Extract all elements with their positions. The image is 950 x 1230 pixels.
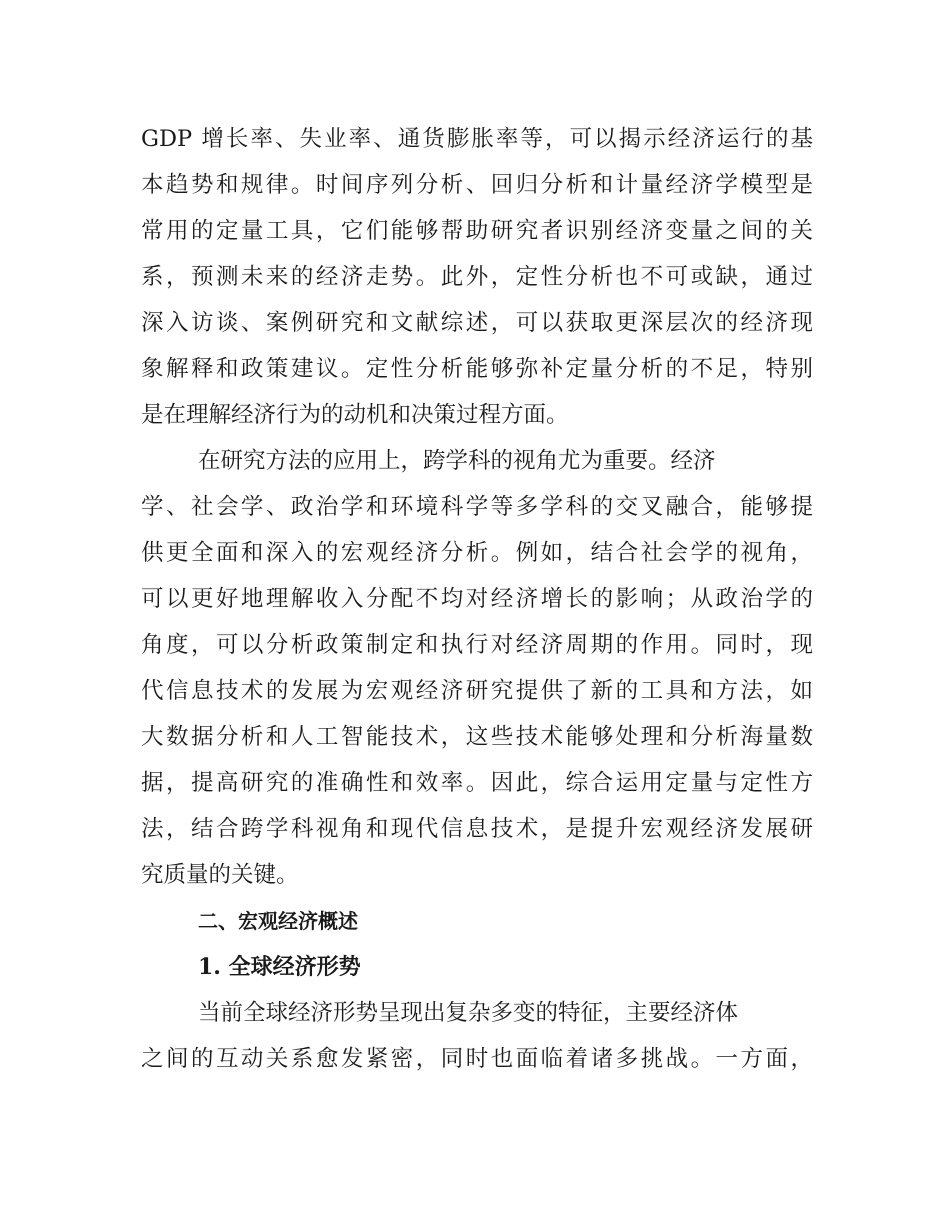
text-line: 本趋势和规律。时间序列分析、回归分析和计量经济学模型是 [141,172,813,198]
text-line: 是在理解经济行为的动机和决策过程方面。 [141,402,569,428]
text-line: 当前全球经济形势呈现出复杂多变的特征，主要经济体 [198,1000,739,1026]
text-line: 供更全面和深入的宏观经济分析。例如，结合社会学的视角， [141,540,813,566]
text-line: 在研究方法的应用上，跨学科的视角尤为重要。经济 [198,448,716,474]
text-line: GDP 增长率、失业率、通货膨胀率等，可以揭示经济运行的基 [141,126,813,152]
text-line: 系，预测未来的经济走势。此外，定性分析也不可或缺，通过 [141,264,813,290]
text-line: 据，提高研究的准确性和效率。因此，综合运用定量与定性方 [141,770,813,796]
text-line: 法，结合跨学科视角和现代信息技术，是提升宏观经济发展研 [141,816,813,842]
text-line: 学、社会学、政治学和环境科学等多学科的交叉融合，能够提 [141,494,813,520]
subsection-heading: 1. 全球经济形势 [198,954,361,980]
text-line: 究质量的关键。 [141,862,299,888]
text-line: 常用的定量工具，它们能够帮助研究者识别经济变量之间的关 [141,218,813,244]
text-line: 可以更好地理解收入分配不均对经济增长的影响；从政治学的 [141,586,813,612]
paragraph-global-economy [141,990,813,1082]
section-heading: 二、宏观经济概述 [198,909,358,933]
text-line: 深入访谈、案例研究和文献综述，可以获取更深层次的经济现 [141,310,813,336]
text-line: 角度，可以分析政策制定和执行对经济周期的作用。同时，现 [141,632,813,658]
paragraph-interdisciplinary [141,438,813,898]
paragraph-methods-quantitative [141,116,813,438]
text-line: 象解释和政策建议。定性分析能够弥补定量分析的不足，特别 [141,356,813,382]
text-line: 代信息技术的发展为宏观经济研究提供了新的工具和方法，如 [141,678,813,704]
text-line: 大数据分析和人工智能技术，这些技术能够处理和分析海量数 [141,724,813,750]
text-line: 之间的互动关系愈发紧密，同时也面临着诸多挑战。一方面， [141,1046,813,1072]
